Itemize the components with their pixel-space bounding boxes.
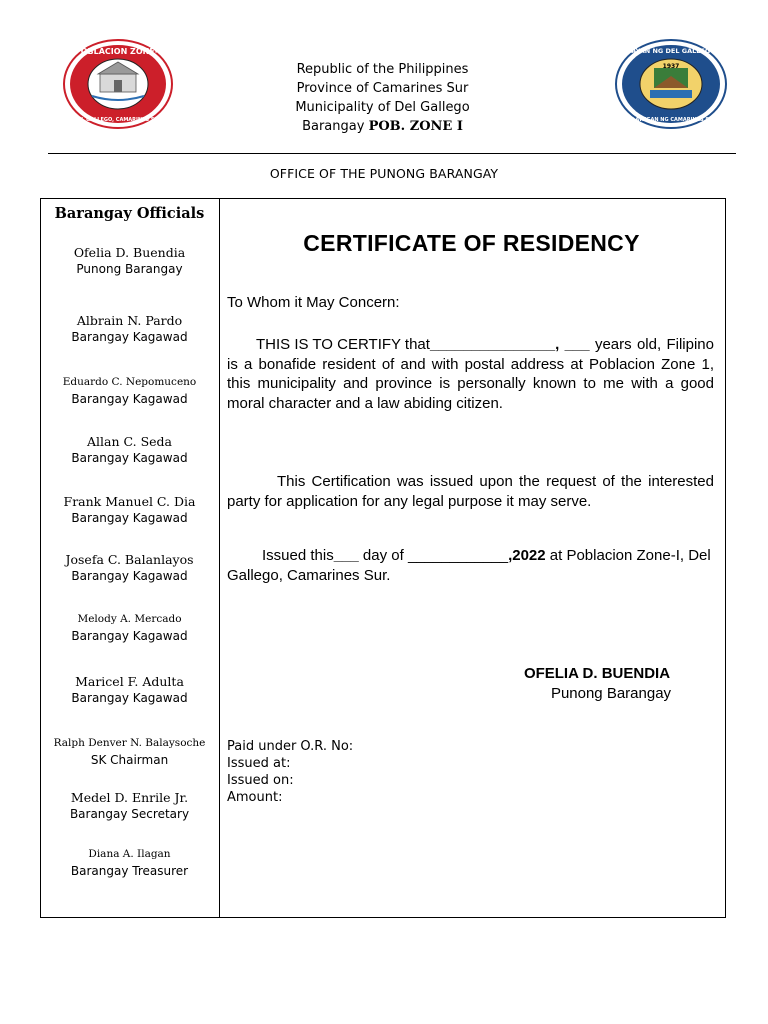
issued-location: at Poblacion Zone-I, Del Gallego, Camarines Sur.	[227, 547, 711, 584]
official-role: Barangay Kagawad	[71, 691, 188, 705]
certify-comma: ,	[555, 336, 565, 353]
official-name: Maricel F. Adulta	[75, 674, 184, 689]
issued-on-label: Issued on:	[227, 773, 294, 788]
municipal-seal	[614, 38, 728, 130]
seal-left-text-bottom: DEL GALLEGO, CAMARINES SUR	[73, 117, 163, 123]
purpose-text: This Certification was issued upon the request of the interested party for application for any legal purpose it may serve.	[227, 473, 714, 510]
official-entry	[40, 846, 219, 879]
signer-name: OFELIA D. BUENDIA	[523, 665, 671, 682]
official-name: Albrain N. Pardo	[76, 313, 183, 328]
official-entry	[40, 374, 219, 407]
amount-label: Amount:	[227, 790, 283, 805]
official-entry	[40, 735, 219, 768]
certificate-title: CERTIFICATE OF RESIDENCY	[303, 230, 640, 256]
official-role: Barangay Kagawad	[71, 451, 188, 465]
certify-text-rest: years old, Filipino is a bonafide resident of and with postal address at Poblacion Zone 1, this municipality and province is personally known to me with a good moral character and a law abiding citizen.	[227, 336, 714, 412]
official-entry	[40, 312, 219, 345]
barangay-seal	[62, 38, 174, 130]
blank-age: ___	[564, 336, 590, 353]
official-name: Melody A. Mercado	[77, 613, 182, 625]
official-name: Eduardo C. Nepomuceno	[62, 376, 197, 388]
official-entry	[40, 611, 219, 644]
issued-at-label: Issued at:	[227, 756, 291, 771]
seal-right-text-bottom: LALAWIGAN NG CAMARINES SUR	[625, 117, 717, 123]
letterhead	[250, 60, 515, 136]
header-line-barangay	[250, 117, 515, 136]
issued-day-of: day of	[358, 547, 408, 564]
official-entry	[40, 433, 219, 466]
official-entry	[40, 493, 219, 526]
seal-right-text-top: BAYAN NG DEL GALLEGO	[626, 47, 716, 55]
official-name: Frank Manuel C. Dia	[63, 494, 196, 509]
header-line-republic: Republic of the Philippines	[296, 62, 469, 77]
blank-name: _______________	[429, 336, 556, 353]
barangay-name: POB. ZONE I	[368, 119, 463, 134]
official-entry	[40, 551, 219, 584]
barangay-prefix: Barangay	[302, 119, 369, 134]
official-role: Barangay Kagawad	[71, 569, 188, 583]
official-role: Barangay Kagawad	[71, 511, 188, 525]
purpose-paragraph	[227, 472, 714, 511]
signature-block	[487, 664, 707, 704]
issued-text-start: Issued this	[262, 547, 334, 564]
column-divider	[219, 198, 220, 918]
issued-paragraph	[227, 546, 714, 585]
signer-role: Punong Barangay	[550, 685, 672, 702]
officials-sidebar	[40, 198, 219, 918]
official-entry	[40, 789, 219, 822]
official-role: Barangay Treasurer	[70, 864, 189, 878]
office-title: OFFICE OF THE PUNONG BARANGAY	[269, 166, 499, 181]
official-name: Josefa C. Balanlayos	[65, 552, 194, 567]
certify-paragraph	[227, 335, 714, 413]
official-entry	[40, 673, 219, 706]
official-name: Diana A. Ilagan	[88, 848, 171, 860]
official-role: Barangay Kagawad	[71, 330, 188, 344]
seal-right-year: 1937	[662, 63, 680, 70]
header-divider	[48, 153, 736, 154]
official-name: Medel D. Enrile Jr.	[70, 790, 189, 805]
official-name: Ralph Denver N. Balaysoche	[53, 737, 206, 749]
blank-day: ___	[333, 547, 359, 564]
official-entry	[40, 244, 219, 277]
header-line-municipality: Municipality of Del Gallego	[295, 100, 470, 115]
officials-heading: Barangay Officials	[54, 205, 205, 222]
blank-month: ____________	[407, 547, 509, 564]
official-role: Barangay Kagawad	[71, 392, 188, 406]
payment-details	[227, 738, 353, 806]
official-role: Barangay Secretary	[69, 807, 190, 821]
official-role: Punong Barangay	[76, 262, 183, 276]
official-role: Barangay Kagawad	[71, 629, 188, 643]
header-line-province: Province of Camarines Sur	[296, 81, 469, 96]
seal-left-text-top: POBLACION ZONE-I	[74, 47, 162, 56]
official-name: Ofelia D. Buendia	[73, 245, 186, 260]
salutation: To Whom it May Concern:	[227, 294, 400, 311]
or-number-label: Paid under O.R. No:	[227, 739, 354, 754]
issued-year: ,2022	[508, 547, 546, 564]
certify-text-start: THIS IS TO CERTIFY that	[256, 336, 430, 353]
official-name: Allan C. Seda	[87, 434, 172, 449]
official-role: SK Chairman	[90, 753, 169, 767]
